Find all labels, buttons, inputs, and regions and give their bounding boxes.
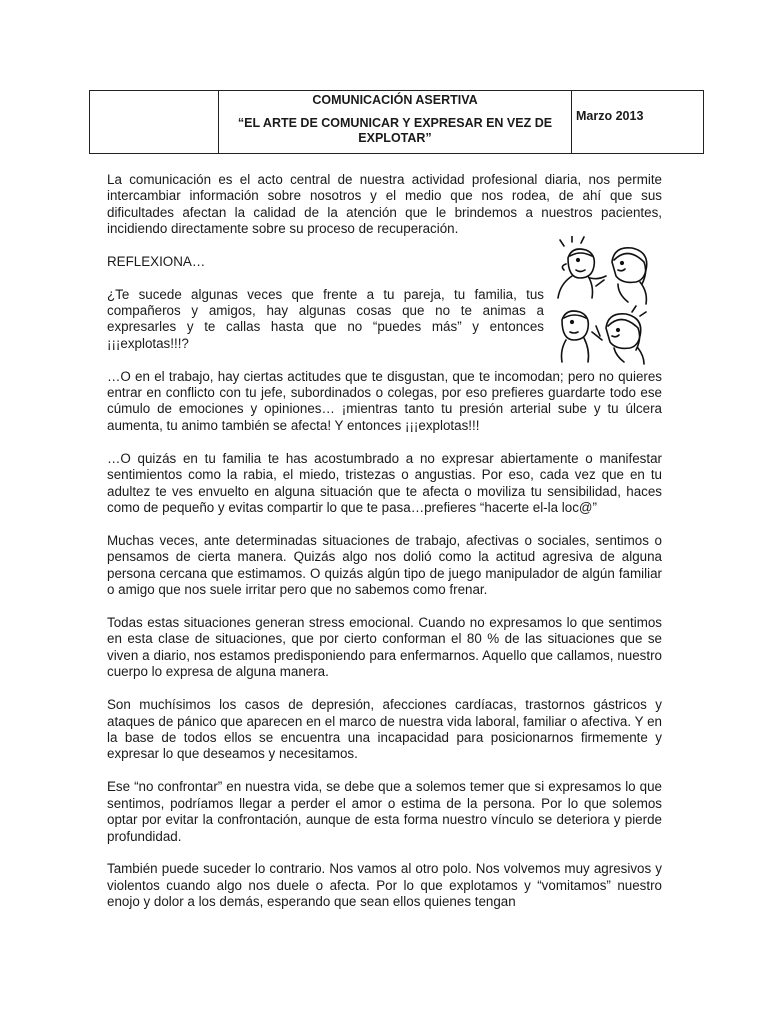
document-date: Marzo 2013: [576, 109, 644, 123]
document-subtitle: “EL ARTE DE COMUNICAR Y EXPRESAR EN VEZ DE EXPLOTAR”: [237, 116, 553, 145]
header-date-cell: [572, 91, 704, 154]
paragraph-familia: …O quizás en tu familia te has acostumbrado a no expresar abiertamente o manifestar sentimientos como la rabia, el miedo, tristezas o angustias. Por eso, cada vez que en tu adultez te ves envuelto en alguna situación que te afecta o moviliza tu sensibilidad, haces como de pequeño y evitas compartir lo que te pasa…prefieres “hacerte el-la loc@”: [107, 450, 662, 515]
arguing-couple-illustration: [548, 236, 666, 368]
paragraph-trabajo: …O en el trabajo, hay ciertas actitudes que te disgustan, que te incomodan; pero no quieres entrar en conflicto con tu jefe, subordinados o colegas, por eso prefieres guardarte todo ese cúmulo de emociones y opiniones… ¡mientras tanto tu presión arterial sube y tu úlcera aumenta, tu animo también se afecta! Y entonces ¡¡¡explotas!!!: [107, 368, 662, 433]
paragraph-otro-polo: También puede suceder lo contrario. Nos vamos al otro polo. Nos volvemos muy agresivos y violentos cuando algo nos duele o afecta. Por lo que explotamos y “vomitamos” nuestro enojo y dolor a los demás, esperando que sean ellos quienes tengan: [107, 861, 662, 910]
header-table: [89, 90, 704, 154]
paragraph-situaciones: Muchas veces, ante determinadas situaciones de trabajo, afectivas o sociales, sentimos o pensamos de cierta manera. Quizás algo nos dolió como la actitud agresiva de alguna persona cercana que estimamos. O quizás algún tipo de juego manipulador de algún familiar o amigo que nos suele irritar pero que no sabemos como frenar.: [107, 532, 662, 598]
paragraph-pareja: ¿Te sucede algunas veces que frente a tu pareja, tu familia, tus compañeros y amigos, hay algunas cosas que no te animas a expresarles y te callas hasta que no “puedes más” y entonces ¡¡¡explotas!!!?: [107, 286, 544, 351]
document-title: COMUNICACIÓN ASERTIVA: [312, 93, 478, 107]
paragraph-stress: Todas estas situaciones generan stress emocional. Cuando no expresamos lo que sentimos en esta clase de situaciones, que por cierto conforman el 80 % de las situaciones que se viven a diario, nos estamos predisponiendo para enfermarnos. Aquello que callamos, nuestro cuerpo lo expresa de alguna manera.: [107, 615, 662, 680]
paragraph-no-confrontar: Ese “no confrontar” en nuestra vida, se debe que a solemos temer que si expresamos lo que sentimos, podríamos llegar a perder el amor o estima de la persona. Por lo que solemos optar por evitar la confrontación, aunque de esta forma nuestro vínculo se deteriora y pierde profundidad.: [107, 779, 662, 844]
paragraph-enfermedades: Son muchísimos los casos de depresión, afecciones cardíacas, trastornos gástricos y ataques de pánico que aparecen en el marco de nuestra vida laboral, familiar o afectiva. Y en la base de todos ellos se encuentra una incapacidad para posicionarnos firmemente y expresar lo que deseamos y necesitamos.: [107, 697, 662, 762]
header-title-cell: [219, 91, 572, 154]
paragraph-intro: La comunicación es el acto central de nuestra actividad profesional diaria, nos permite intercambiar información sobre nosotros y el medio que nos rodea, de ahí que sus dificultades afectan la calidad de la atención que le brindemos a nuestros pacientes, incidiendo directamente sobre su proceso de recuperación.: [107, 172, 662, 237]
reflexiona-heading: REFLEXIONA…: [107, 254, 206, 270]
header-empty-cell: [90, 91, 219, 154]
